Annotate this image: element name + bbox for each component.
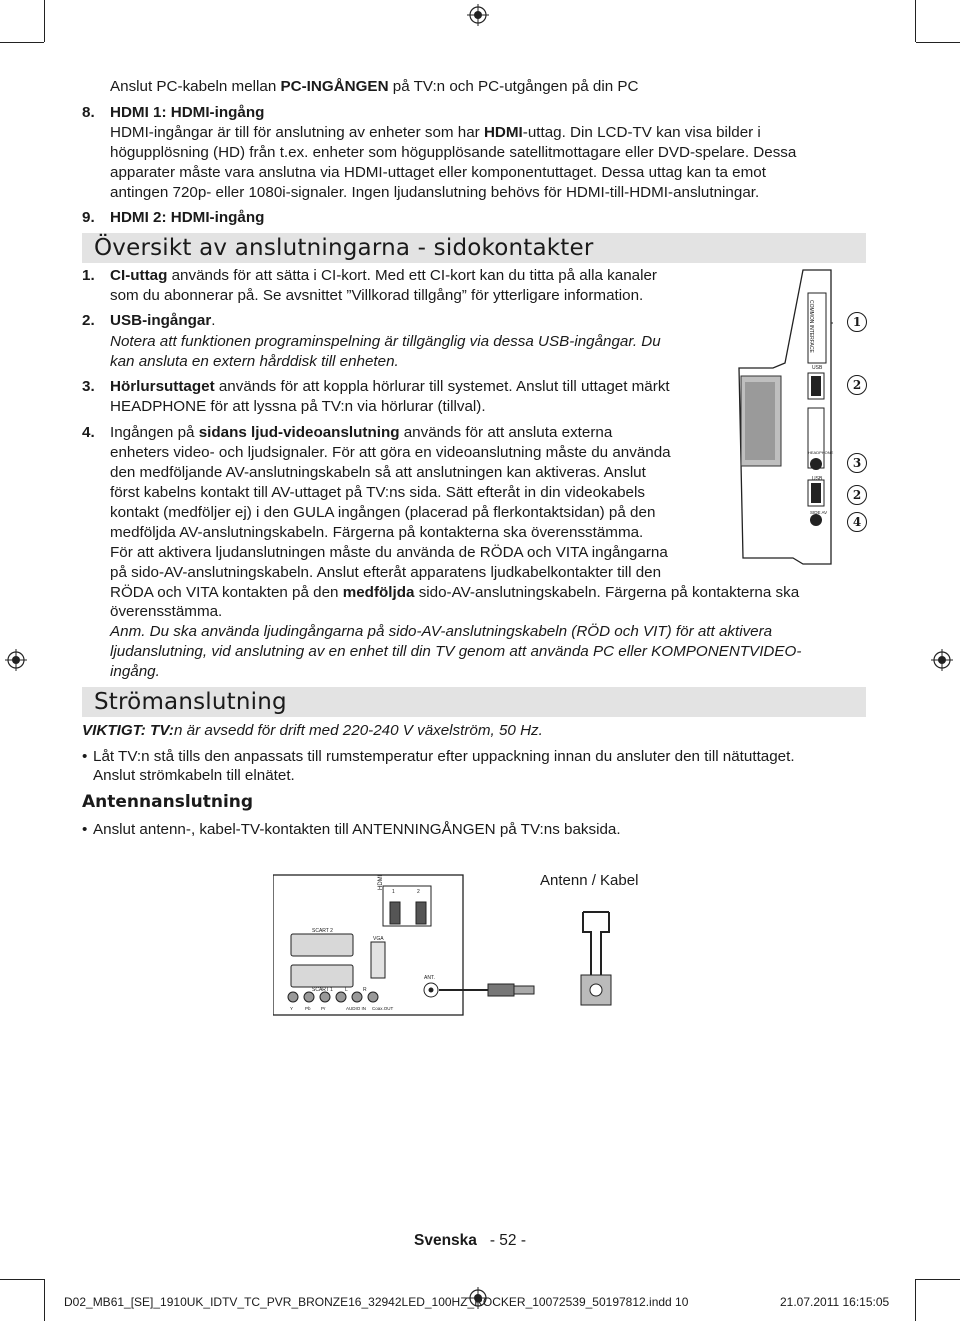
side-item-1 [82,266,657,285]
side-item-3 [82,377,670,396]
power-bullet [82,747,795,766]
text: Anslut antenn-, kabel-TV-kontakten till ANTENNINGÅNGEN på TV:ns baksida. [93,821,621,838]
port-label: Coax.OUT [372,1006,394,1011]
side-item-2 [82,311,216,330]
text: används för att koppla hörlurar till systemet. Anslut till uttaget märkt [214,378,670,395]
callout-1: 1 [847,312,867,332]
port-label: Y [290,1006,294,1011]
power-bullet-text: Anslut strömkabeln till elnätet. [93,767,295,784]
section-heading-side-connections: Översikt av anslutningarna - sidokontakter [82,233,866,263]
crop-mark [915,1279,916,1321]
item-8-text: antingen 720p- eller 1080i-signaler. Ingen ljudanslutning behövs för HDMI-till-HDMI-anslutningar. [110,184,760,201]
usb-label: USB [812,476,823,482]
text: Låt TV:n stå tills den anpassats till rumstemperatur efter uppackning innan du ansluter den till nätuttaget. [93,748,795,765]
text: VIKTIGT: TV: [82,722,174,739]
side-item-3-text: HEADPHONE för att lyssna på TV:n via hörlurar (tillval). [110,398,486,415]
hdmi-label: HDMI [378,874,384,890]
item-title: HDMI 2: HDMI-ingång [110,209,265,226]
text: sido-AV-anslutningskabeln. Färgerna på kontakterna ska [414,584,800,601]
usb-label: USB [812,365,823,371]
headphone-label: HEADPHONE [808,450,834,455]
side-item-1-text: som du abonnerar på. Se avsnittet ”Villkorad tillgång” för ytterligare information. [110,287,644,304]
side-item-4 [82,423,612,442]
bullet-icon: • [82,748,88,765]
antenna-cable-label: Antenn / Kabel [540,872,639,889]
footer-file-date: 21.07.2011 16:15:05 [780,1295,890,1309]
crop-mark [916,1279,960,1280]
side-panel-illustration [733,268,833,568]
side-item-2-note: kan ansluta en extern hårddisk till enheten. [110,353,399,370]
crop-mark [916,42,960,43]
item-8-text: apparater måste vara anslutna via HDMI-uttaget eller komponentuttaget. Dessa uttag kan ta emot [110,164,766,181]
text: HDMI-ingångar är till för anslutning av enheter som har [110,124,484,141]
crop-mark [0,42,44,43]
text: Hörlursuttaget [110,378,215,395]
side-av-label: SIDE AV [810,510,828,515]
port-label: Pr [321,1006,326,1011]
side-item-2-note: Notera att funktionen programinspelning är tillgänglig via dessa USB-ingångar. Du [110,333,661,350]
text: -uttag. Din LCD-TV kan visa bilder i [522,124,761,141]
callout-2: 2 [847,375,867,395]
text: HDMI [483,124,523,141]
back-panel-illustration [273,872,613,1018]
item-number: 2. [82,312,95,329]
callout-4: 4 [847,512,867,532]
crop-mark [915,0,916,42]
text: medföljda [342,584,415,601]
text: Ingången på [110,424,199,441]
side-item-4-note: ingång. [110,663,160,680]
text: RÖDA och VITA kontakten på den [110,584,343,601]
power-important [82,721,543,740]
ant-label: ANT. [424,975,435,981]
crop-mark [0,1279,44,1280]
item-number: 8. [82,104,95,121]
item-9-title [82,208,264,227]
side-item-4-text: först kabelns kontakt till AV-uttaget på TV:ns sida. Sätt efteråt in din videokabels [110,484,645,501]
item-number: 4. [82,424,95,441]
text: USB-ingångar [110,312,212,329]
text: CI-uttag [110,267,168,284]
item-title: HDMI 1: HDMI-ingång [110,104,265,121]
side-item-4-text: den medföljande AV-anslutningskabeln så att anslutningen kan aktiveras. Anslut [110,464,646,481]
antenna-bullet [82,820,621,839]
callout-3: 3 [847,453,867,473]
item-8-title [82,103,264,122]
section-heading-power: Strömanslutning [82,687,866,717]
text: sidans ljud-videoanslutning [198,424,400,441]
side-item-4-text: medföljda AV-anslutningskabeln. Färgerna på kontakterna ska överensstämma. [110,524,644,541]
item-8-text [110,123,761,142]
registration-mark-icon [5,649,27,671]
footer-file-name: D02_MB61_[SE]_1910UK_IDTV_TC_PVR_BRONZE16_32942LED_100HZ_ROCKER_10072539_50197812.indd 10 [64,1295,689,1309]
side-item-4-text: kontakt (medföljer ej) i den GULA ingången (placerad på flerkontaktsidan) på den [110,504,656,521]
audio-l-label: L [345,987,348,993]
text: på TV:n och PC-utgången på din PC [388,78,639,95]
side-item-4-text [110,583,799,602]
page-footer [414,1232,526,1250]
text: används för att sätta i CI-kort. Med ett CI-kort kan du titta på alla kanaler [167,267,657,284]
hdmi-port-number: 1 [392,889,395,895]
side-item-4-text: enheters video- och ljudsignaler. För att göra en videoanslutning måste du använda [110,444,671,461]
crop-mark [44,0,45,42]
registration-mark-icon [467,4,489,26]
text: Anslut PC-kabeln mellan [110,78,281,95]
side-item-4-note: ljudanslutning, vid anslutning av en enhet till din TV genom att använda PC eller KOMPONENTVIDEO- [110,643,802,660]
section-heading-antenna: Antennanslutning [82,792,254,812]
port-label: Pb [305,1006,311,1011]
text: . [211,312,216,329]
item-number: 3. [82,378,95,395]
side-item-4-text: För att aktivera ljudanslutningen måste du använda de RÖDA och VITA ingångarna [110,544,668,561]
text: används för att ansluta externa [399,424,613,441]
item-8-text: högupplösning (HD) från t.ex. enheter som högupplösande satellitmottagare eller DVD-spelare. Dessa [110,144,797,161]
footer-page-number: - 52 - [489,1232,527,1249]
side-item-4-text: överensstämma. [110,603,223,620]
ci-label: COMMON INTERFACE [808,300,814,353]
bullet-icon: • [82,821,88,838]
text: n är avsedd för drift med 220-240 V växelström, 50 Hz. [173,722,543,739]
audio-r-label: R [363,987,367,993]
registration-mark-icon [931,649,953,671]
item-number: 1. [82,267,95,284]
scart1-label: SCART 1 [312,987,333,993]
hdmi-port-number: 2 [417,889,420,895]
item-number: 9. [82,209,95,226]
intro-line [110,77,638,96]
side-item-4-note: Anm. Du ska använda ljudingångarna på sido-AV-anslutningskabeln (RÖD och VIT) för att aktivera [110,623,773,640]
text: PC-INGÅNGEN [280,78,389,95]
scart2-label: SCART 2 [312,928,333,934]
vga-label: VGA [373,936,384,942]
footer-language: Svenska [414,1232,477,1249]
side-item-4-text: på sido-AV-anslutningskabeln. Anslut efteråt apparatens ljudkabelkontakter till den [110,564,662,581]
port-label: AUDIO IN [346,1006,367,1011]
callout-2: 2 [847,485,867,505]
crop-mark [44,1279,45,1321]
